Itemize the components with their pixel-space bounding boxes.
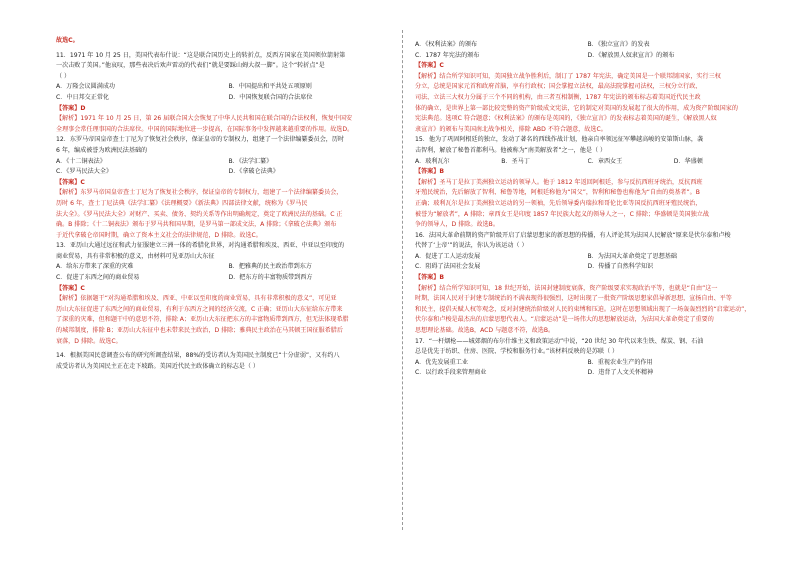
q13-options-row-1 [56,262,401,273]
q16-explanation-line: 时期，法国人民对于封建专制统治的不满表现得很强烈，这时出现了一批资产阶级思想家倡导新思想，宣扬自由、平等 [415,295,732,303]
q15-explanation-line: 争的领导人，D 排除。故选B。 [415,221,499,229]
q11-explanation-line: 全理事会常任理事国的合法席位。中国的国际地位进一步提高，在国际事务中发挥越来越重要的作用。故选D。 [56,125,354,133]
question-12 [56,135,401,241]
q15-explanation-line: 正确；玻利瓦尔是拉丁美洲独立运动的另一领袖，先后领导委内瑞拉和哥伦比亚等国反抗西班牙殖民统治， [415,199,702,207]
q13-explanation-line: 了深重的灾难，但和题干中的意思不符，排除 A；亚历山大东征把东方的丰富物质带到西方，但无法体现希腊 [56,316,349,324]
q15-explanation-line: 被誉为“解放者”，A 排除；章西女王是印度 1857 年民族大起义的领导人之一，C 排除；华盛顿是美国独立战 [415,210,709,218]
q13-option-a: A．给东方带来了深重的灾难 [56,263,134,271]
q17-options-row-1 [415,358,760,369]
q11-explanation [56,114,401,135]
q15-option-d: D．华盛顿 [673,157,703,165]
q17-stem-line-1: 17．“一杆烟枪——城郊烟的布尔什维主义和政策运动”中说，“20 世纪 30 年代以来生铁、煤炭、钢、石油 [415,337,704,345]
q15-option-a: A．玻利瓦尔 [415,157,450,165]
q14-options-row-2 [415,51,760,62]
left-column [56,36,401,372]
q11-stem-line-3: （ ） [56,72,71,80]
q11-options-row-2 [56,93,401,104]
q15-explanation-line: 【解析】圣马丁是拉丁美洲独立运动的领导人。他于 1812 年返回阿根廷，参与反抗西班牙统治，反抗西班 [415,178,703,186]
q14-explanation-line: 司法、立法三大权力分属于三个不同的机构，由三者互相制衡，1787 年宪法的颁布标志着美国近代民主政 [415,93,701,101]
q14-explanation-line: 体的确立，是世界上第一部比较完整的资产阶级成文宪法，它的制定对美国的发展起了很大的作用，成为资产阶级国家的 [415,104,738,112]
q14-explanation-line: 分立，总统是国家元首和政府首脑，享有行政权；国会掌握立法权，最高法院掌握司法权，三权分立行政、 [415,83,702,91]
q12-explanation-line: 【解析】东罗马帝国皇帝查士丁尼为了恢复社会秩序，保证皇帝的专制权力，组建了一个法律编纂委员会， [56,189,343,197]
q14-explanation-line: 隶宣言》的颁布与美国南北战争相关，排除 ABD 不符合题意，故选C。 [415,125,607,133]
q17-option-c: C．以行政手段来管理商业 [415,369,487,377]
q14-options-row-1 [415,40,760,51]
q11-stem-line-1: 11．1971 年 10 月 25 日，美国代表布什说：“这是联合国历史上的转折点，反西方国家在美国领位箭射第 [56,51,346,59]
q15-option-b: B．圣马丁 [501,157,530,165]
q15-explanation-line: 牙殖民统治，先后解放了智利、秘鲁等地，阿根廷称他为“国父”，智利和秘鲁也称他为“自由的奠基者”。B [415,189,700,197]
right-column [415,40,760,379]
q13-explanation-line: 衰落，D 排除。故选C。 [56,337,122,345]
q17-stem-line-2: 总是优先于纺织、住房、医院、学校和服务行业。”该材料反映的是苏联（ ） [415,348,619,356]
q12-stem-line-2: 6 年，编成被誉为欧洲民法基础的 [56,146,148,154]
q17-options-row-2 [415,368,760,379]
q11-stem-line-2: 一次击败了美国。”他哀叹，那些表决后欢声雷动的代表们“就是要踩山姆大叔一脚”。这个“转折点”是 [56,62,325,70]
q16-option-a: A．促进了工人运动发展 [415,252,481,260]
q14-stem-line-1: 14．根据美国民意调查公布的研究所调查结果，88%的受访者认为美国民主制度已“十分虚弱”，又有约八 [56,352,340,360]
q16-explanation-line: 思想理论基础。故选B，ACD 与题意不符，故选B。 [415,327,555,335]
q11-option-c: C．中日邦交正常化 [56,93,110,101]
q12-explanation-line: 确。B 排除；《十二铜表法》颁布于罗马共和国早期，是罗马第一部成文法，A 排除；《拿破仑法典》颁布 [56,221,337,229]
q16-option-d: D．传播了自然科学知识 [587,263,654,271]
q15-explanation [415,178,760,231]
q14-explanation-line: 【解析】结合所学知识可知，美国独立战争胜利后，制订了 1787 年宪法，确定美国是一个联邦制国家，实行三权 [415,72,721,80]
question-14-continued [415,40,760,135]
q13-options-row-2 [56,273,401,284]
q16-stem-line-1: 16．法国大革命前期的资产阶级开启了启蒙思想家的新思想的传播，有人评论其为法国人民解放“原来是伏尔泰和卢梭 [415,231,731,239]
q11-answer: 【答案】D [56,104,86,112]
q12-options-row-2 [56,167,401,178]
q16-explanation-line: 和民主，提倡天赋人权等观念，反对封建统治阶级对人民的束缚和压迫。这时在思想领域出现了一场轰轰烈烈的“启蒙运动”， [415,305,751,313]
q12-answer: 【答案】C [56,178,85,186]
q14-explanation [415,72,760,136]
question-13 [56,241,401,347]
q16-explanation-line: 伏尔泰和卢梭是最杰出的启蒙思想代表人。“启蒙运动”是一场伟大的思想解放运动，为法国大革命奠定了重要的 [415,316,714,324]
q13-option-c: C．促进了东西之间的商业贸易 [56,274,140,282]
q13-option-d: D．把东方的丰富物质带到西方 [228,274,313,282]
question-15 [415,135,760,230]
q13-explanation-line: 【解析】依据题干“对沟通希腊和埃及、西亚、中亚以至印度的商业贸易，具有非常积极的意义”，可见亚 [56,295,337,303]
q14-option-c: C．1787 年宪法的颁布 [415,51,480,59]
question-16 [415,231,760,337]
q14-option-d: D．《解放黑人奴隶宣言》的颁布 [587,51,675,59]
q17-option-d: D．违背了人文关怀精神 [587,369,654,377]
q16-explanation-line: 【解析】结合所学知识可知，18 世纪开始，法国封建制度衰落，资产阶级要求实现政治平等，也就是“自由”这一 [415,284,718,292]
q12-explanation-line: 历时 6 年，查士丁尼法典《法学汇纂》《法理概要》《新法典》四部法律文献，统称为《罗马民 [56,199,308,207]
q15-options-row [415,157,760,168]
q13-explanation-line: 的城邦制度，排除 B；亚历山大东征中也未带来民主政治，D 排除；雅典民主政治在马其顿王国征服希腊后 [56,327,343,335]
q13-stem-line-2: 商业贸易，具有非常积极的意义，由材料可见亚历山大东征 [56,252,215,260]
q13-option-b: B．把雅典的民主政治带到东方 [228,263,312,271]
q11-explanation-line: 【解析】1971 年 10 月 25 日，第 26 届联合国大会恢复了中华人民共和国在联合国的合法权利，恢复中国安 [56,115,353,123]
q11-option-b: B．中国提出和平共处五项原则 [228,83,312,91]
column-divider [402,30,403,530]
q14-option-b: B．《独立宣言》的发表 [587,41,650,48]
q11-option-a: A．万隆会议圆满成功 [56,83,116,91]
q15-answer: 【答案】B [415,168,445,176]
q13-explanation [56,294,401,347]
q12-options-row-1 [56,157,401,168]
q14-explanation-line: 宪法典范。选项C 符合题意；《权利法案》的颁布是英国的，《独立宣言》的发表标志着美国的诞生，《解放黑人奴 [415,115,717,123]
q14-answer: 【答案】C [415,62,444,70]
q17-option-b: B．重视农业生产的作用 [587,358,653,366]
question-14-start [56,351,401,372]
q13-stem-line-1: 13．亚历山大通过远征和武力征服建立三洲一体的希腊化世界，对沟通希腊和埃及、西亚、中亚以至印度的 [56,242,345,250]
q12-stem-line-1: 12．东罗马帝国皇帝查士丁尼为了恢复社会秩序，保证皇帝的专制权力，组建了一个法律编纂委员会，历时 [56,136,345,144]
q12-explanation-line: 法大全》。《罗马民法大全》对财产、买卖、债务、契约关系等作出明确规定，奠定了欧洲民法的基础。C 正 [56,210,343,218]
q15-option-c: C．章西女王 [587,157,623,165]
q10-answer-note: 故选C。 [56,37,79,44]
q14-stem-line-2: 成受访者认为美国民主正在走下坡路。美国近代民主政体确立的标志是（ ） [56,362,260,370]
q12-explanation [56,188,401,241]
q16-option-c: C．阻碍了法国社会发展 [415,263,481,271]
q11-option-d: D．中国恢复联合国的合法席位 [228,93,313,101]
q15-stem-line-1: 15．他为了巩固阿根廷的独立，发动了著名的西线作战计划，他亲自率领远征军攀越高峻的安第斯山脉，袭 [415,136,704,144]
q17-option-a: A．优先发展重工业 [415,358,468,366]
question-17 [415,337,760,379]
q16-options-row-2 [415,262,760,273]
q16-explanation [415,284,760,337]
q12-explanation-line: 于近代拿破仑帝国时期，确立了资本主义社会的法律规范，D 排除。故选C。 [56,231,262,239]
q14-option-a: A．《权利法案》的颁布 [415,41,478,48]
q16-option-b: B．为法国大革命奠定了思想基础 [587,252,677,260]
q12-option-c: C．《罗马民法大全》 [56,168,113,176]
q13-explanation-line: 历山大东征促进了东西之间的商业贸易，有利于东西方之间的经济交流，C 正确；亚历山大东征给东方带来 [56,305,343,313]
question-11 [56,51,401,136]
q16-options-row-1 [415,252,760,263]
q16-stem-line-2: 代替了‘上帝’”的说法，你认为该运动（ ） [415,242,528,250]
q16-answer: 【答案】B [415,274,445,282]
q11-options-row-1 [56,82,401,93]
q13-answer: 【答案】C [56,284,85,292]
q12-option-b: B．《法学汇纂》 [228,157,273,165]
q15-stem-line-2: 击智利，解放了秘鲁首都利马。他被称为“南美解放者”之一，他是（ ） [415,146,607,154]
q12-option-a: A．《十二铜表法》 [56,157,106,165]
q12-option-d: D．《拿破仑法典》 [228,168,279,176]
